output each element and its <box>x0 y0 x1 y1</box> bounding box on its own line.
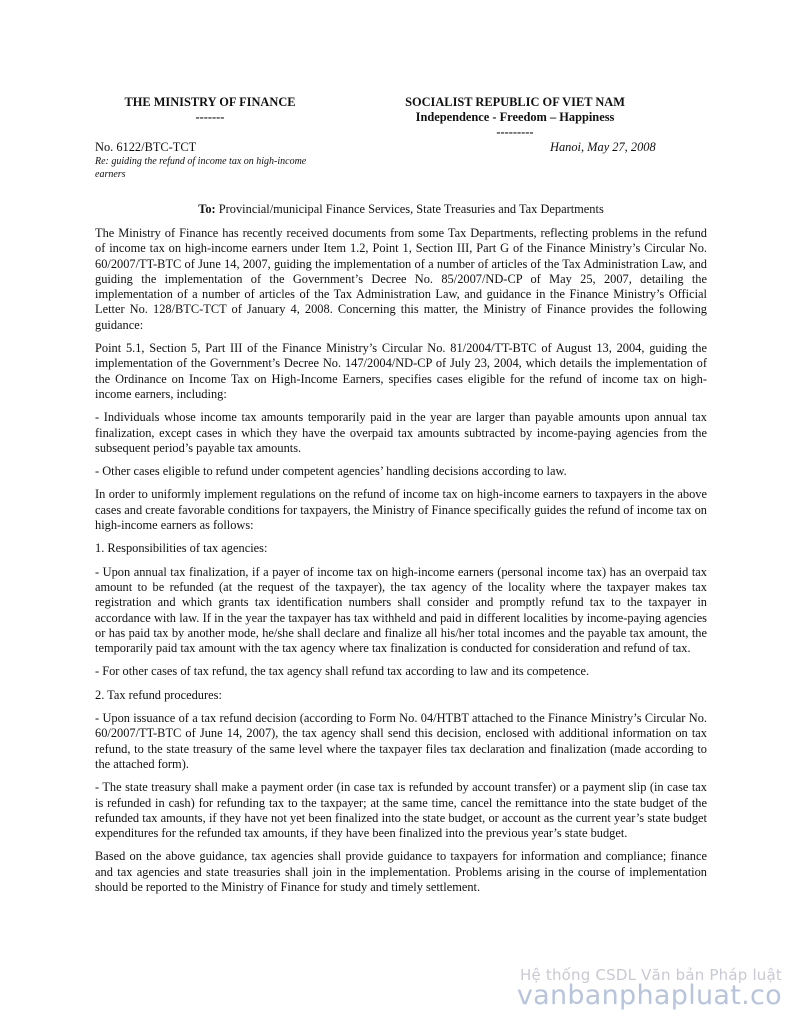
paragraph-refund-decision: - Upon issuance of a tax refund decision (according to Form No. 04/HTBT attached to the Finance Ministry’s Circular No. 60/2007/TT-BTC of June 14, 2007), the tax agency shall send this decision, enclosed with additional information on tax refund, to the state treasury of the same level where the taxpayer files tax declaration and finalization (made according to the attached form). <box>95 711 707 771</box>
paragraph-state-treasury: - The state treasury shall make a payment order (in case tax is refunded by account transfer) or a payment slip (in case tax is refunded in cash) for refunding tax to the taxpayer; at the same time, cancel the remittance into the state budget of the refunded tax amounts, if they have not yet been finalized into the state budget, or account as the current year’s state budget expenditures for the refunded tax amounts, if they have been finalized into the previous year’s state budget. <box>95 780 707 841</box>
addressee-label: To: <box>198 202 216 216</box>
paragraph-other-refunds: - For other cases of tax refund, the tax agency shall refund tax according to law and its competence. <box>95 664 590 679</box>
addressee-text: Provincial/municipal Finance Services, State Treasuries and Tax Departments <box>215 202 604 216</box>
paragraph-closing: Based on the above guidance, tax agencies shall provide guidance to taxpayers for information and compliance; finance and tax agencies and state treasuries shall join in the implementation. Problems arising in the course of implementation should be reported to the Ministry of Finance for study and timely settlement. <box>95 849 707 894</box>
motto-divider: --------- <box>496 125 534 139</box>
paragraph-case-individuals: - Individuals whose income tax amounts temporarily paid in the year are larger than payable amounts upon annual tax finalization, except cases in which they have the overpaid tax amounts subtracted by income-paying agencies from the subsequent period’s payable tax amounts. <box>95 410 707 455</box>
agency-name: THE MINISTRY OF FINANCE <box>124 95 296 109</box>
paragraph-legal-basis: Point 5.1, Section 5, Part III of the Finance Ministry’s Circular No. 81/2004/TT-BTC of August 13, 2004, guiding the implementation of the Government’s Decree No. 147/2004/ND-CP of July 23, 2004, which details the implementation of the Ordinance on Income Tax on High-Income Earners, specifies cases eligible for the refund of income tax on high-income earners, including: <box>95 341 707 401</box>
document-subject: Re: guiding the refund of income tax on high-income earners <box>95 156 307 180</box>
paragraph-guidance-intro: In order to uniformly implement regulations on the refund of income tax on high-income earners to taxpayers in the above cases and create favorable conditions for taxpayers, the Ministry of Finance specifically guides the refund of income tax on high-income earners as follows: <box>95 487 707 533</box>
paragraph-case-other: - Other cases eligible to refund under competent agencies’ handling decisions according to law. <box>95 464 567 479</box>
place-and-date: Hanoi, May 27, 2008 <box>550 140 656 154</box>
section-heading-responsibilities: 1. Responsibilities of tax agencies: <box>95 541 268 556</box>
paragraph-annual-finalization: - Upon annual tax finalization, if a payer of income tax on high-income earners (personal income tax) has an overpaid tax amount to be refunded (at the request of the taxpayer), the tax agency of the locality where the taxpayer makes tax registration and which grants tax identification numbers shall consider and promptly refund tax to the taxpayer in accordance with law. If in the year the taxpayer has tax withheld and paid in different localities by income-paying agencies or has paid tax by another mode, he/she shall declare and finalize all his/her total incomes and the payable tax amount, the temporarily paid tax amount with the tax agency where tax finalization is conducted for consideration and refund of tax. <box>95 564 707 656</box>
paragraph-intro: The Ministry of Finance has recently received documents from some Tax Departments, reflecting problems in the refund of income tax on high-income earners under Item 1.2, Point 1, Section III, Part G of the Finance Ministry’s Circular No. 60/2007/TT-BTC of June 14, 2007, guiding the implementation of a number of articles of the Tax Administration Law, and guiding the implementation of the Government’s Decree No. 85/2007/ND-CP of May 25, 2007, detailing the implementation of a number of articles of the Tax Administration Law, and guidance in the Finance Ministry’s Official Letter No. 128/BTC-TCT of January 4, 2008. Concerning this matter, the Ministry of Finance provides the following guidance: <box>95 226 707 332</box>
country-name: SOCIALIST REPUBLIC OF VIET NAM <box>405 95 625 109</box>
section-heading-procedures: 2. Tax refund procedures: <box>95 687 222 702</box>
national-motto: Independence - Freedom – Happiness <box>415 110 615 124</box>
issuing-agency <box>95 95 325 125</box>
watermark-site: vanbanphapluat.co <box>516 980 782 1011</box>
national-title <box>365 95 665 140</box>
watermark-caption: Hệ thống CSDL Văn bản Pháp luật <box>519 966 782 984</box>
document-number: No. 6122/BTC-TCT <box>95 140 197 154</box>
agency-divider: ------- <box>195 110 225 124</box>
document-body <box>95 202 707 903</box>
addressee <box>95 202 707 217</box>
